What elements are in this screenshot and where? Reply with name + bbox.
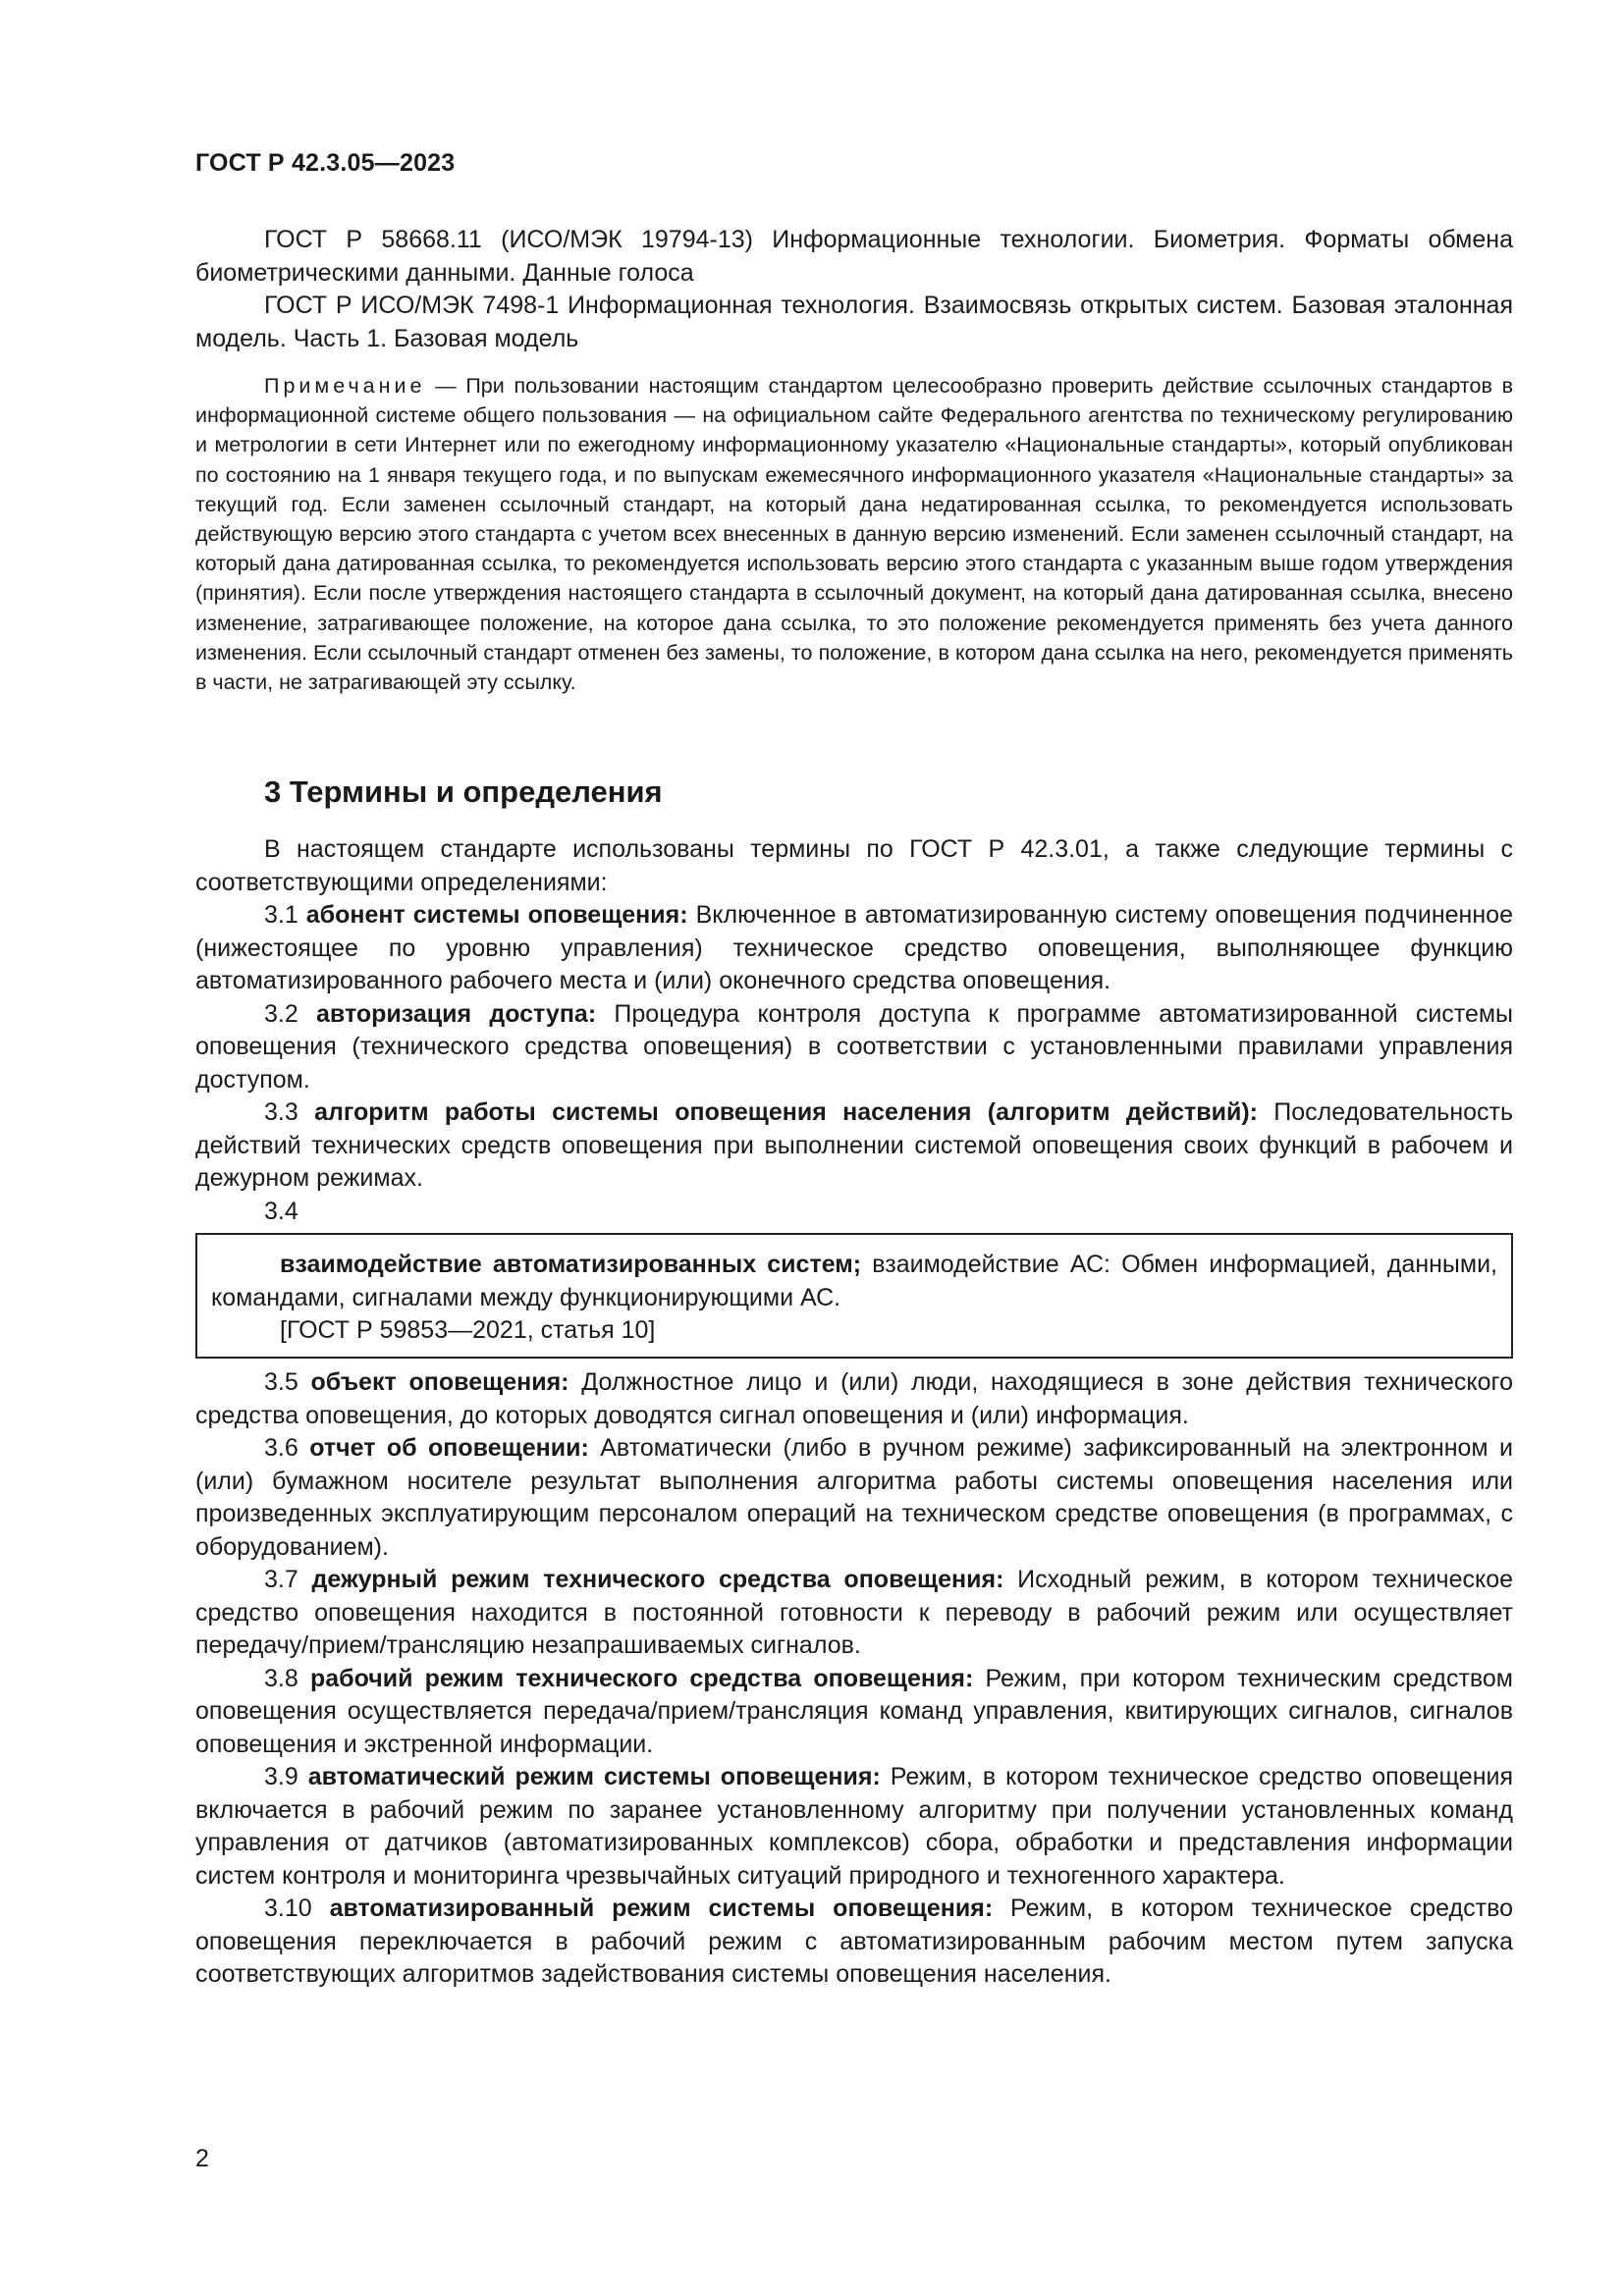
term-name: взаимодействие автоматизированных систем; [280,1251,862,1278]
term-definition: Режим, в котором техническое средство оповещения переключается в рабочий режим с автоматизированным рабочим местом путем запуска соответствующих алгоритмов задействования системы оповещения населения. [195,1895,1513,1988]
term-name: алгоритм работы системы оповещения населения (алгоритм действий): [314,1098,1258,1126]
term-name: отчет об оповещении: [309,1434,589,1462]
term-number: 3.9 [264,1763,298,1790]
term-3-1 [195,899,1513,998]
term-number: 3.7 [264,1566,298,1593]
term-3-9 [195,1761,1513,1893]
reference-item: ГОСТ Р ИСО/МЭК 7498-1 Информационная технология. Взаимосвязь открытых систем. Базовая эталонная модель. Часть 1. Базовая модель [195,292,1513,352]
term-name: дежурный режим технического средства оповещения: [311,1566,1004,1593]
term-3-5 [195,1366,1513,1432]
term-3-10 [195,1893,1513,1992]
term-number: 3.8 [264,1664,298,1692]
term-3-6 [195,1432,1513,1564]
term-name: автоматизированный режим системы оповещения: [329,1895,994,1922]
reference-item: ГОСТ Р 58668.11 (ИСО/МЭК 19794-13) Информационные технологии. Биометрия. Форматы обмена биометрическими данными. Данные голоса [195,226,1513,287]
term-definition: взаимодействие АС: Обмен информацией, данными, командами, сигналами между функционирующими АС. [211,1251,1497,1311]
term-definition: Автоматически (либо в ручном режиме) зафиксированный на электронном и (или) бумажном носителе результат выполнения алгоритма работы системы оповещения населения или произведенных эксплуатирующим персоналом операций на техническом средстве оповещения (в программах, с оборудованием). [195,1434,1514,1561]
term-number: 3.3 [264,1098,298,1126]
term-number: 3.5 [264,1368,298,1396]
terms-list [195,833,1513,1228]
normative-references [195,224,1513,355]
term-name: объект оповещения: [310,1368,569,1396]
term-number: 3.10 [264,1895,312,1922]
section-intro: В настоящем стандарте использованы термины по ГОСТ Р 42.3.01, а также следующие термины с соответствующими определениями: [195,835,1513,896]
term-name: автоматический режим системы оповещения: [307,1763,881,1790]
term-3-4-number: 3.4 [264,1197,298,1225]
term-definition: Должностное лицо и (или) люди, находящиеся в зоне действия технического средства оповещения, до которых доводятся сигнал оповещения и (или) информация. [195,1368,1513,1429]
term-3-2 [195,998,1513,1097]
note-label: Примечание [264,374,426,398]
term-definition: Процедура контроля доступа к программе автоматизированной системы оповещения (технического средства оповещения) в соответствии с установленными правилами управления доступом. [195,999,1514,1094]
note-text: — При пользовании настоящим стандартом целесообразно проверить действие ссылочных стандартов в информационной системе общего пользования — на официальном сайте Федерального агентства по техническому регулированию и метрологии в сети Интернет или по ежегодному информационному указателю «Национальные стандарты», который опубликован по состоянию на 1 января текущего года, и по выпускам ежемесячного информационного указателя «Национальные стандарты» за текущий год. Если заменен ссылочный стандарт, на который дана недатированная ссылка, то рекомендуется использовать действующую версию этого стандарта с учетом всех внесенных в данную версию изменений. Если заменен ссылочный стандарт, на который дана датированная ссылка, то рекомендуется использовать версию этого стандарта с указанным выше годом утверждения (принятия). Если после утверждения настоящего стандарта в ссылочный документ, на который дана датированная ссылка, внесено изменение, затрагивающее положение, на которое дана ссылка, то это положение рекомендуется применять без учета данного изменения. Если ссылочный стандарт отменен без замены, то положение, в котором дана ссылка на него, рекомендуется применять в части, не затрагивающей эту ссылку. [195,374,1513,695]
document-header: ГОСТ Р 42.3.05—2023 [195,149,456,177]
note-paragraph [195,371,1513,697]
term-3-3 [195,1096,1513,1196]
term-definition: Режим, в котором техническое средство оповещения включается в рабочий режим по заранее установленному алгоритму при получении установленных команд управления от датчиков (автоматизированных комплексов) сбора, обработки и представления информации систем контроля и мониторинга чрезвычайных ситуаций природного и техногенного характера. [195,1763,1513,1890]
term-number: 3.1 [264,901,298,929]
page-number: 2 [195,2145,209,2172]
term-name: рабочий режим технического средства оповещения: [309,1664,974,1692]
term-number: 3.6 [264,1434,298,1462]
terms-list-continued [195,1366,1513,1992]
note-block [195,371,1513,697]
term-3-4-box [195,1233,1513,1359]
term-3-8 [195,1663,1513,1762]
term-number: 3.2 [264,999,298,1028]
term-definition: Включенное в автоматизированную систему оповещения подчиненное (нижестоящее по уровню управления) техническое средство оповещения, выполняющее функцию автоматизированного рабочего места и (или) оконечного средства оповещения. [195,901,1513,994]
term-source: [ГОСТ Р 59853—2021, статья 10] [280,1316,656,1344]
term-name: абонент системы оповещения: [305,901,688,929]
term-definition: Исходный режим, в котором техническое средство оповещения находится в постоянной готовности к переводу в рабочий режим или осуществляет передачу/прием/трансляцию незапрашиваемых сигналов. [195,1566,1513,1659]
term-definition: Режим, при котором техническим средством оповещения осуществляется передача/прием/трансляция команд управления, квитирующих сигналов, сигналов оповещения и экстренной информации. [195,1664,1513,1758]
term-name: авторизация доступа: [316,999,597,1028]
term-definition: Последовательность действий технических средств оповещения при выполнении системой оповещения своих функций в рабочем и дежурном режимах. [195,1098,1513,1192]
term-3-4 [211,1249,1497,1314]
term-3-7 [195,1564,1513,1663]
section-title: 3 Термины и определения [264,774,663,809]
